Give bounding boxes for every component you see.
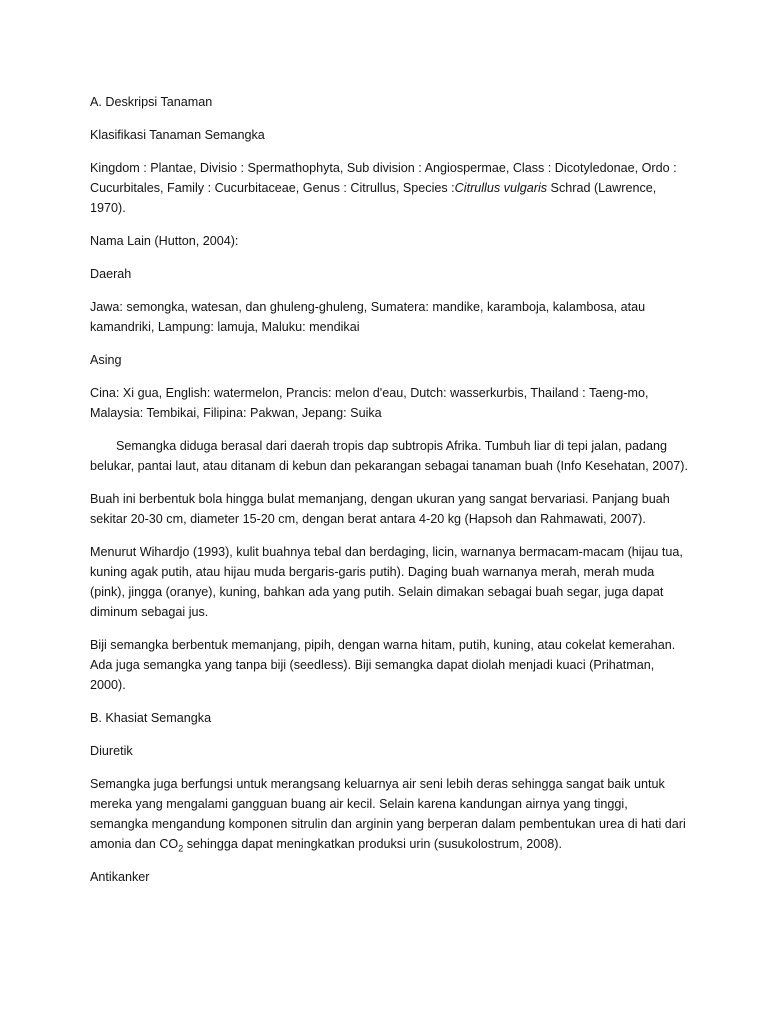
nama-lain-label: Nama Lain (Hutton, 2004): [90, 234, 239, 248]
asing-paragraph: Cina: Xi gua, English: watermelon, Prancis: melon d'eau, Dutch: wasserkurbis, Thailand : Taeng-mo, Malaysia: Tembikai, Filipina: Pakwan, Jepang: Suika [90, 386, 649, 420]
asal-paragraph: Semangka diduga berasal dari daerah tropis dap subtropis Afrika. Tumbuh liar di tepi jalan, padang belukar, pantai laut, atau ditanam di kebun dan pekarangan sebagai tanaman buah (Info Kesehatan, 2007). [90, 439, 688, 473]
daerah-paragraph: Jawa: semongka, watesan, dan ghuleng-ghuleng, Sumatera: mandike, karamboja, kalambosa, atau kamandriki, Lampung: lamuja, Maluku: mendikai [90, 300, 646, 334]
asing-label: Asing [90, 353, 122, 367]
klasifikasi-paragraph [90, 158, 688, 218]
co2-subscript: 2 [178, 843, 184, 854]
antikanker-label: Antikanker [90, 870, 150, 884]
bentuk-paragraph: Buah ini berbentuk bola hingga bulat memanjang, dengan ukuran yang sangat bervariasi. Panjang buah sekitar 20-30 cm, diameter 15-20 cm, dengan berat antara 4-20 kg (Hapsoh dan Rahmawati, 2007). [90, 492, 670, 526]
heading-deskripsi: A. Deskripsi Tanaman [90, 95, 213, 109]
diuretik-citation: sehingga dapat meningkatkan produksi urin (susukolostrum, 2008). [183, 837, 562, 851]
klasifikasi-citation: Schrad (Lawrence, 1970). [90, 181, 657, 215]
biji-paragraph: Biji semangka berbentuk memanjang, pipih, dengan warna hitam, putih, kuning, atau cokelat kemerahan. Ada juga semangka yang tanpa biji (seedless). Biji semangka dapat diolah menjadi kuaci (Prihatman, 2000). [90, 638, 676, 692]
diuretik-text: Semangka juga berfungsi untuk merangsang keluarnya air seni lebih deras sehingga sangat baik untuk mereka yang mengalami gangguan buang air kecil. Selain karena kandungan airnya yang tinggi, semangka mengandung komponen sitrulin dan arginin yang berperan dalam pembentukan urea di hati dari amonia dan CO [90, 777, 686, 851]
diuretik-label: Diuretik [90, 744, 133, 758]
species-name: Citrullus vulgaris [454, 181, 548, 195]
kulit-paragraph: Menurut Wihardjo (1993), kulit buahnya tebal dan berdaging, licin, warnanya bermacam-macam (hijau tua, kuning agak putih, atau hijau muda bergaris-garis putih). Daging buah warnanya merah, merah muda (pink), jingga (oranye), kuning, bahkan ada yang putih. Selain dimakan sebagai buah segar, juga dapat diminum sebagai jus. [90, 545, 683, 619]
diuretik-paragraph [90, 774, 688, 854]
klasifikasi-title: Klasifikasi Tanaman Semangka [90, 128, 265, 142]
heading-khasiat: B. Khasiat Semangka [90, 711, 212, 725]
klasifikasi-text: Kingdom : Plantae, Divisio : Spermathophyta, Sub division : Angiospermae, Class : Dicotyledonae, Ordo : Cucurbitales, Family : Cucurbitaceae, Genus : Citrullus, Species : [90, 161, 677, 195]
daerah-label: Daerah [90, 267, 132, 281]
